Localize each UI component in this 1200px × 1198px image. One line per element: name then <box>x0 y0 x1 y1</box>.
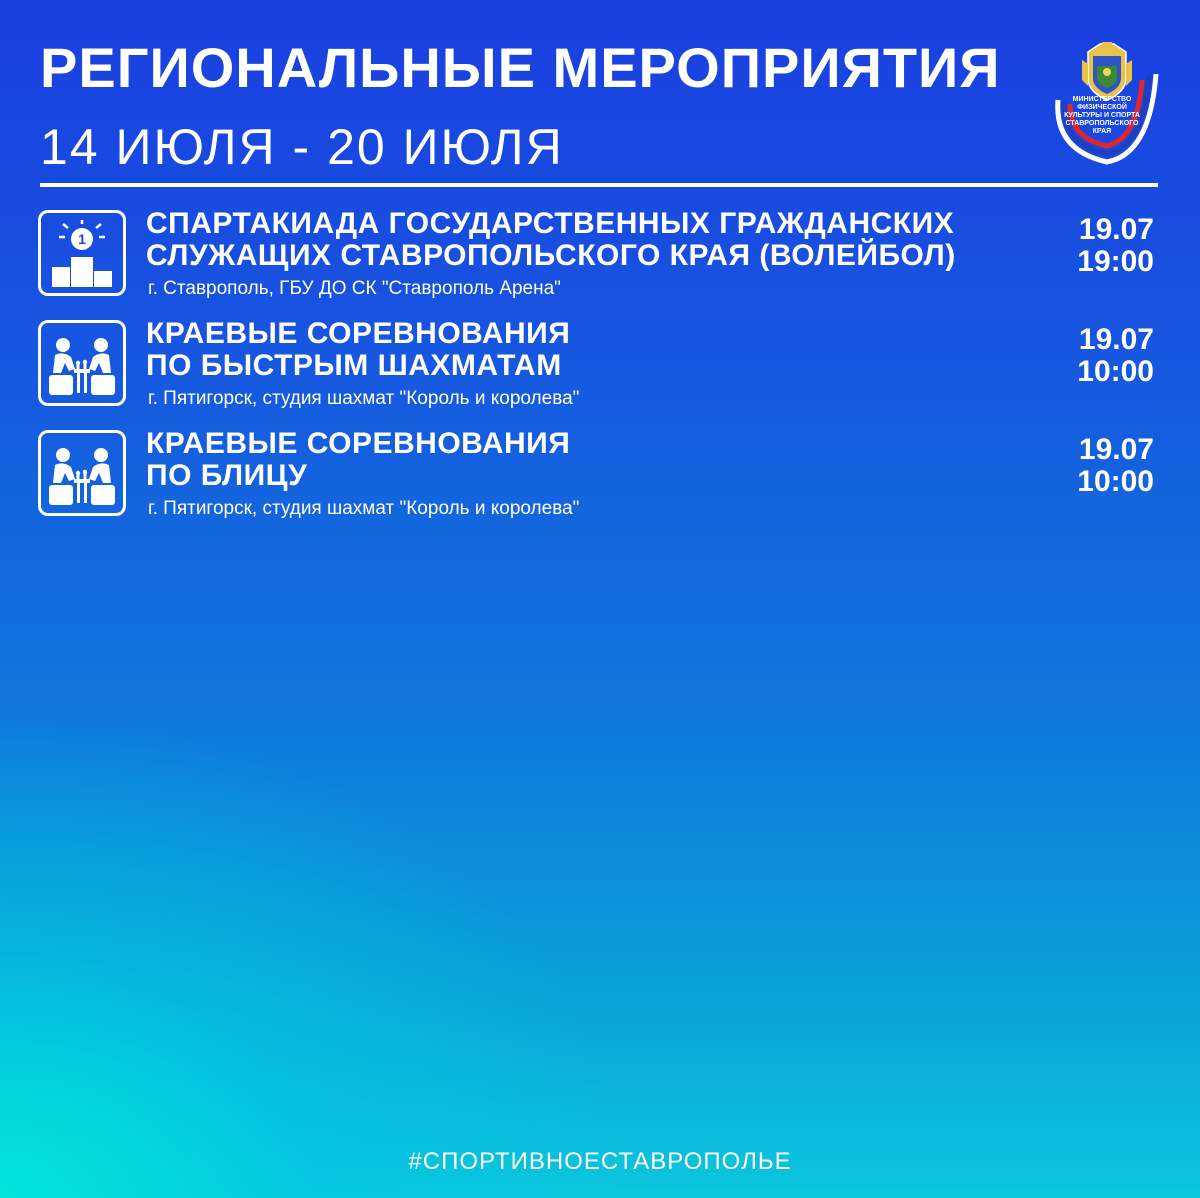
event-title-line: КРАЕВЫЕ СОРЕВНОВАНИЯ <box>146 427 571 460</box>
event-title-line: ПО БЫСТРЫМ ШАХМАТАМ <box>146 349 562 382</box>
page-title: РЕГИОНАЛЬНЫЕ МЕРОПРИЯТИЯ <box>40 36 1001 99</box>
event-title-line: СПАРТАКИАДА ГОСУДАРСТВЕННЫХ ГРАЖДАНСКИХ <box>146 207 955 240</box>
event-item <box>38 207 1158 302</box>
event-title-line: КРАЕВЫЕ СОРЕВНОВАНИЯ <box>146 317 571 350</box>
event-title <box>146 208 956 272</box>
hashtag: #СПОРТИВНОЕСТАВРОПОЛЬЕ <box>408 1148 792 1175</box>
event-title <box>146 428 570 492</box>
date-range: 14 ИЮЛЯ - 20 ИЮЛЯ <box>40 119 564 175</box>
coat-of-arms-icon <box>1082 42 1132 100</box>
event-item <box>38 427 1158 522</box>
event-time: 10:00 <box>1077 355 1154 388</box>
event-title-line: ПО БЛИЦУ <box>146 459 308 492</box>
event-title-line: СЛУЖАЩИХ СТАВРОПОЛЬСКОГО КРАЯ (ВОЛЕЙБОЛ) <box>146 239 956 272</box>
event-icon-frame <box>38 320 126 406</box>
event-item <box>38 317 1158 412</box>
event-icon-frame <box>38 430 126 516</box>
event-date: 19.07 <box>1078 213 1154 246</box>
chess-players-icon <box>47 329 117 399</box>
event-title <box>146 318 570 382</box>
event-location: г. Ставрополь, ГБУ ДО СК "Ставрополь Арена" <box>148 278 561 299</box>
chess-players-icon <box>47 439 117 509</box>
podium-icon <box>47 219 117 289</box>
event-location: г. Пятигорск, студия шахмат "Король и королева" <box>148 498 580 519</box>
ministry-name: МИНИСТЕРСТВО ФИЗИЧЕСКОЙ КУЛЬТУРЫ И СПОРТА СТАВРОПОЛЬСКОГО КРАЯ <box>1064 96 1140 135</box>
event-time: 10:00 <box>1077 465 1154 498</box>
event-time: 19:00 <box>1077 245 1154 278</box>
header-divider <box>40 183 1158 187</box>
event-date: 19.07 <box>1078 433 1154 466</box>
event-date: 19.07 <box>1078 323 1154 356</box>
event-icon-frame <box>38 210 126 296</box>
svg-text:1: 1 <box>78 231 86 247</box>
event-location: г. Пятигорск, студия шахмат "Король и королева" <box>148 388 580 409</box>
